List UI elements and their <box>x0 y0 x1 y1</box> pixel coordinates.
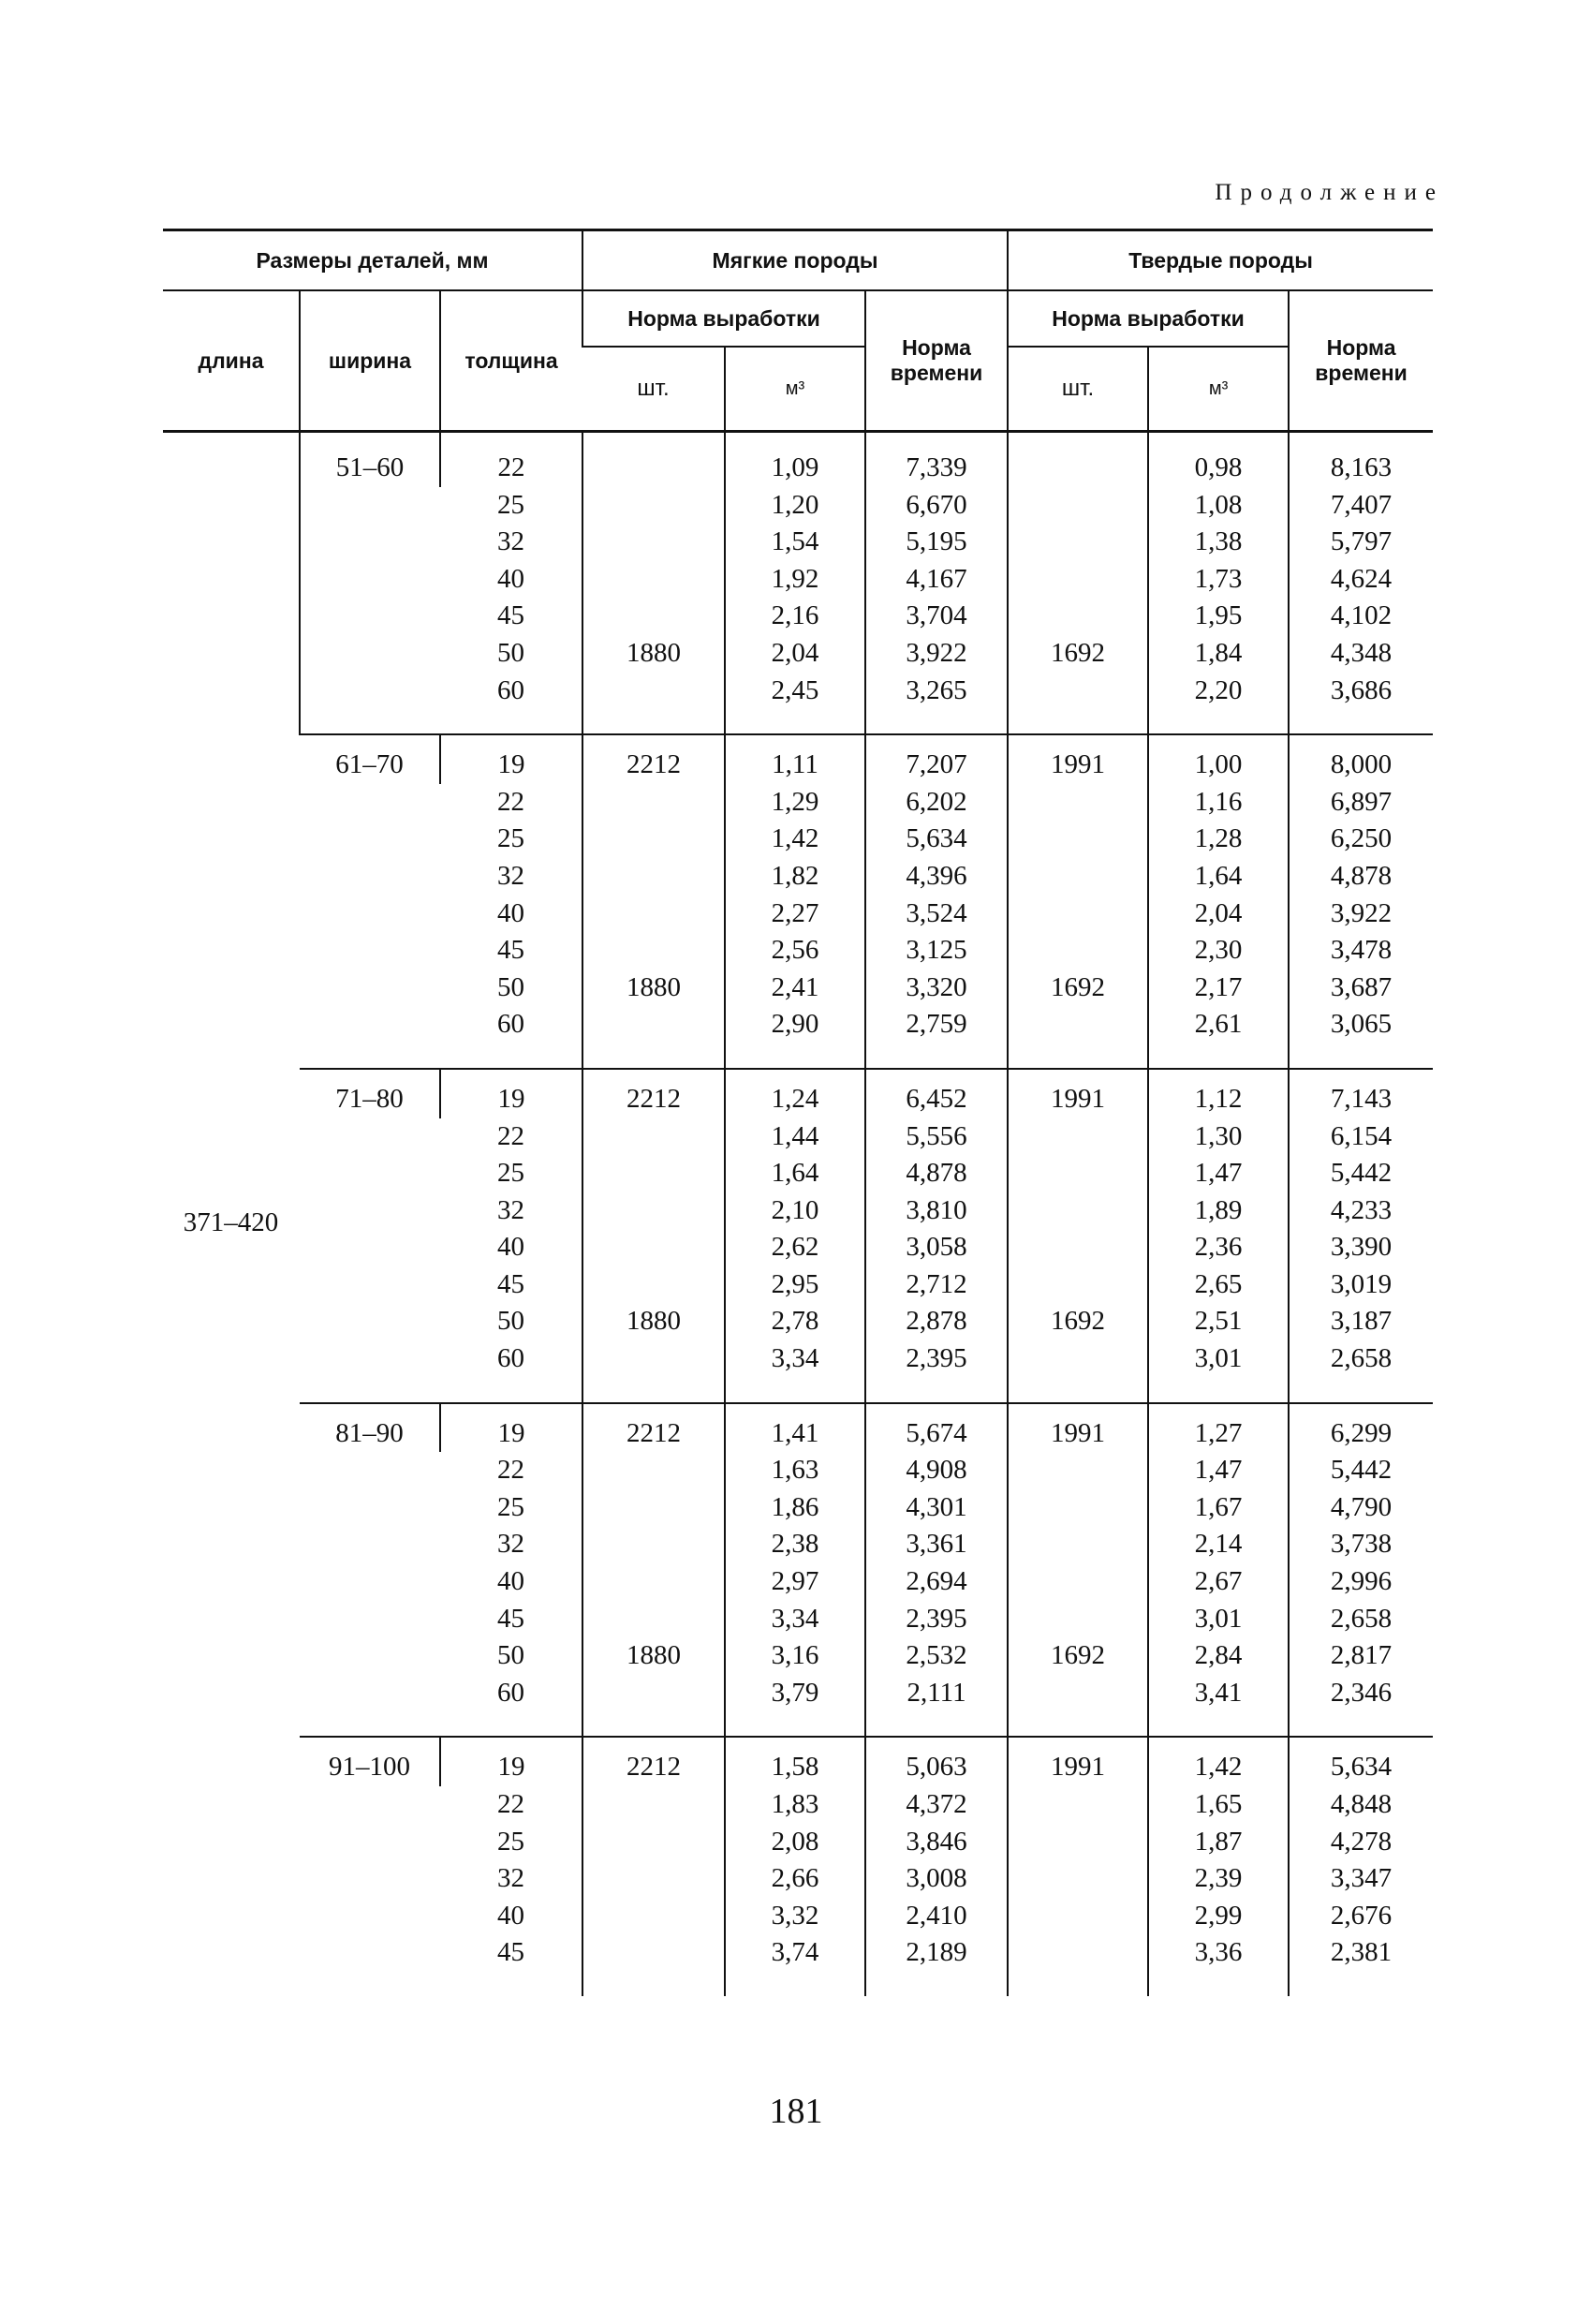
hard-time-cell: 4,102 <box>1289 598 1433 635</box>
soft-pcs-cell <box>582 432 725 487</box>
thickness-cell: 60 <box>497 1009 524 1040</box>
soft-time-cell: 2,694 <box>865 1563 1008 1601</box>
soft-pcs-cell <box>582 487 725 525</box>
hard-pcs-cell <box>1008 932 1148 970</box>
hard-m3-cell: 2,61 <box>1148 1006 1289 1069</box>
hard-m3-cell: 1,87 <box>1148 1824 1289 1861</box>
soft-m3-cell: 1,64 <box>725 1155 865 1192</box>
hard-time-cell: 3,019 <box>1289 1266 1433 1304</box>
thickness-cell: 40 <box>497 1900 524 1931</box>
soft-m3-cell: 2,08 <box>725 1824 865 1861</box>
hard-pcs-cell: 1692 <box>1008 970 1148 1007</box>
hard-m3-cell: 2,65 <box>1148 1266 1289 1304</box>
soft-time-cell: 3,361 <box>865 1526 1008 1563</box>
table-row <box>163 432 1433 487</box>
hard-m3-cell: 1,28 <box>1148 821 1289 858</box>
thickness-cell: 45 <box>497 1268 524 1299</box>
hard-pcs-cell: 1991 <box>1008 734 1148 784</box>
soft-time-cell: 2,532 <box>865 1637 1008 1675</box>
thickness-cell: 60 <box>497 1343 524 1374</box>
hard-pcs-cell <box>1008 1563 1148 1601</box>
hard-time-cell: 5,634 <box>1289 1737 1433 1786</box>
hard-m3-cell: 2,30 <box>1148 932 1289 970</box>
hard-m3-cell: 1,47 <box>1148 1155 1289 1192</box>
hard-pcs-cell <box>1008 1229 1148 1266</box>
thickness-cell: 50 <box>497 971 524 1002</box>
soft-time-cell: 5,556 <box>865 1118 1008 1156</box>
thickness-cell: 25 <box>497 1826 524 1857</box>
soft-time-cell: 4,167 <box>865 561 1008 599</box>
thickness-cell: 50 <box>497 1306 524 1337</box>
soft-pcs-cell: 2212 <box>582 1737 725 1786</box>
soft-m3-cell: 2,41 <box>725 970 865 1007</box>
soft-time-cell: 5,063 <box>865 1737 1008 1786</box>
soft-m3-cell: 1,86 <box>725 1489 865 1527</box>
header-width: ширина <box>300 290 440 432</box>
hard-time-cell: 2,658 <box>1289 1601 1433 1638</box>
hard-m3-cell: 1,47 <box>1148 1452 1289 1489</box>
header-time-norm-soft: Норма времени <box>865 290 1008 432</box>
hard-time-cell: 4,233 <box>1289 1192 1433 1230</box>
soft-time-cell: 2,759 <box>865 1006 1008 1069</box>
soft-time-cell: 2,189 <box>865 1934 1008 1996</box>
thickness-cell: 60 <box>497 674 524 705</box>
length-cell: 371–420 <box>183 1206 279 1237</box>
soft-m3-cell: 3,79 <box>725 1675 865 1738</box>
hard-time-cell: 3,922 <box>1289 896 1433 933</box>
hard-pcs-cell: 1991 <box>1008 1069 1148 1118</box>
soft-m3-cell: 2,27 <box>725 896 865 933</box>
thickness-cell: 19 <box>440 734 582 784</box>
hard-pcs-cell <box>1008 1452 1148 1489</box>
soft-pcs-cell <box>582 1675 725 1738</box>
thickness-cell: 45 <box>497 600 524 631</box>
soft-m3-cell: 2,45 <box>725 673 865 735</box>
thickness-cell: 22 <box>497 786 524 817</box>
soft-m3-cell: 1,63 <box>725 1452 865 1489</box>
soft-pcs-cell <box>582 1006 725 1069</box>
hard-pcs-cell <box>1008 673 1148 735</box>
hard-pcs-cell: 1991 <box>1008 1403 1148 1453</box>
soft-time-cell: 5,634 <box>865 821 1008 858</box>
soft-pcs-cell <box>582 1934 725 1996</box>
soft-time-cell: 5,195 <box>865 524 1008 561</box>
soft-m3-cell: 1,24 <box>725 1069 865 1118</box>
norm-table <box>163 229 1433 1996</box>
hard-m3-cell: 0,98 <box>1148 432 1289 487</box>
hard-pcs-cell: 1692 <box>1008 635 1148 673</box>
hard-m3-cell: 1,95 <box>1148 598 1289 635</box>
thickness-cell: 45 <box>497 1937 524 1968</box>
hard-m3-cell: 1,84 <box>1148 635 1289 673</box>
soft-m3-cell: 1,09 <box>725 432 865 487</box>
hard-m3-cell: 3,01 <box>1148 1601 1289 1638</box>
header-thickness: толщина <box>440 290 582 432</box>
hard-m3-cell: 1,64 <box>1148 858 1289 896</box>
soft-pcs-cell <box>582 932 725 970</box>
thickness-cell: 25 <box>497 1491 524 1522</box>
hard-time-cell: 2,676 <box>1289 1898 1433 1935</box>
soft-pcs-cell <box>582 1192 725 1230</box>
soft-pcs-cell <box>582 1898 725 1935</box>
soft-pcs-cell <box>582 896 725 933</box>
header-length: длина <box>163 290 300 432</box>
hard-pcs-cell <box>1008 1824 1148 1861</box>
soft-time-cell: 3,810 <box>865 1192 1008 1230</box>
soft-pcs-cell <box>582 673 725 735</box>
soft-pcs-cell <box>582 1340 725 1403</box>
table-row <box>163 1737 1433 1786</box>
soft-pcs-cell: 2212 <box>582 1403 725 1453</box>
hard-time-cell: 3,065 <box>1289 1006 1433 1069</box>
thickness-cell: 32 <box>497 860 524 891</box>
thickness-cell: 25 <box>497 823 524 854</box>
soft-m3-cell: 3,74 <box>725 1934 865 1996</box>
hard-time-cell: 5,442 <box>1289 1452 1433 1489</box>
hard-m3-cell: 2,51 <box>1148 1303 1289 1340</box>
hard-m3-cell: 2,67 <box>1148 1563 1289 1601</box>
soft-time-cell: 2,111 <box>865 1675 1008 1738</box>
hard-pcs-cell <box>1008 432 1148 487</box>
thickness-cell: 25 <box>497 1158 524 1189</box>
thickness-cell: 22 <box>440 432 582 487</box>
soft-m3-cell: 3,32 <box>725 1898 865 1935</box>
soft-time-cell: 2,878 <box>865 1303 1008 1340</box>
soft-pcs-cell <box>582 1860 725 1898</box>
soft-pcs-cell: 1880 <box>582 970 725 1007</box>
thickness-cell: 32 <box>497 1863 524 1894</box>
hard-m3-cell: 1,42 <box>1148 1737 1289 1786</box>
soft-pcs-cell <box>582 1824 725 1861</box>
soft-m3-cell: 2,97 <box>725 1563 865 1601</box>
soft-pcs-cell <box>582 784 725 822</box>
hard-m3-cell: 1,00 <box>1148 734 1289 784</box>
soft-m3-cell: 2,56 <box>725 932 865 970</box>
hard-pcs-cell <box>1008 1601 1148 1638</box>
table-row <box>163 1403 1433 1453</box>
hard-m3-cell: 3,41 <box>1148 1675 1289 1738</box>
soft-pcs-cell <box>582 858 725 896</box>
soft-pcs-cell <box>582 1266 725 1304</box>
soft-m3-cell: 2,78 <box>725 1303 865 1340</box>
soft-pcs-cell <box>582 598 725 635</box>
hard-pcs-cell <box>1008 598 1148 635</box>
soft-time-cell: 6,452 <box>865 1069 1008 1118</box>
soft-pcs-cell <box>582 821 725 858</box>
hard-m3-cell: 1,65 <box>1148 1786 1289 1824</box>
soft-m3-cell: 1,58 <box>725 1737 865 1786</box>
soft-pcs-cell <box>582 1452 725 1489</box>
soft-time-cell: 4,396 <box>865 858 1008 896</box>
thickness-cell: 50 <box>497 1640 524 1671</box>
soft-time-cell: 4,301 <box>865 1489 1008 1527</box>
soft-m3-cell: 2,90 <box>725 1006 865 1069</box>
hard-m3-cell: 3,01 <box>1148 1340 1289 1403</box>
hard-pcs-cell <box>1008 896 1148 933</box>
soft-m3-cell: 3,34 <box>725 1601 865 1638</box>
soft-m3-cell: 1,29 <box>725 784 865 822</box>
hard-pcs-cell <box>1008 1526 1148 1563</box>
hard-pcs-cell <box>1008 1266 1148 1304</box>
header-soft-species: Мягкие породы <box>582 230 1008 291</box>
hard-time-cell: 2,996 <box>1289 1563 1433 1601</box>
soft-m3-cell: 3,16 <box>725 1637 865 1675</box>
soft-time-cell: 3,058 <box>865 1229 1008 1266</box>
thickness-cell: 22 <box>497 1455 524 1486</box>
soft-pcs-cell: 1880 <box>582 1303 725 1340</box>
hard-m3-cell: 1,67 <box>1148 1489 1289 1527</box>
hard-pcs-cell <box>1008 1898 1148 1935</box>
width-cell: 71–80 <box>300 1069 440 1403</box>
width-cell: 51–60 <box>300 432 440 735</box>
soft-pcs-cell <box>582 1786 725 1824</box>
soft-pcs-cell <box>582 1155 725 1192</box>
thickness-cell: 32 <box>497 1529 524 1560</box>
soft-time-cell: 3,704 <box>865 598 1008 635</box>
hard-pcs-cell <box>1008 858 1148 896</box>
soft-pcs-cell <box>582 1563 725 1601</box>
soft-time-cell: 3,320 <box>865 970 1008 1007</box>
soft-pcs-cell <box>582 524 725 561</box>
hard-time-cell: 4,848 <box>1289 1786 1433 1824</box>
soft-m3-cell: 1,42 <box>725 821 865 858</box>
hard-time-cell: 4,790 <box>1289 1489 1433 1527</box>
thickness-cell: 40 <box>497 897 524 928</box>
header-m3-soft: м³ <box>725 347 865 432</box>
soft-time-cell: 3,125 <box>865 932 1008 970</box>
hard-time-cell: 5,442 <box>1289 1155 1433 1192</box>
hard-time-cell: 3,687 <box>1289 970 1433 1007</box>
thickness-cell: 22 <box>497 1789 524 1819</box>
soft-m3-cell: 1,83 <box>725 1786 865 1824</box>
thickness-cell: 19 <box>440 1737 582 1786</box>
header-output-norm-soft: Норма выработки <box>582 290 865 347</box>
soft-time-cell: 3,846 <box>865 1824 1008 1861</box>
hard-pcs-cell <box>1008 821 1148 858</box>
soft-time-cell: 3,008 <box>865 1860 1008 1898</box>
header-hard-species: Твердые породы <box>1008 230 1433 291</box>
soft-m3-cell: 2,38 <box>725 1526 865 1563</box>
hard-m3-cell: 2,36 <box>1148 1229 1289 1266</box>
hard-m3-cell: 2,14 <box>1148 1526 1289 1563</box>
hard-pcs-cell <box>1008 1155 1148 1192</box>
soft-time-cell: 3,524 <box>865 896 1008 933</box>
hard-pcs-cell <box>1008 1118 1148 1156</box>
thickness-cell: 22 <box>497 1120 524 1151</box>
hard-time-cell: 8,163 <box>1289 432 1433 487</box>
thickness-cell: 45 <box>497 1603 524 1634</box>
hard-pcs-cell <box>1008 1340 1148 1403</box>
soft-m3-cell: 2,16 <box>725 598 865 635</box>
hard-pcs-cell <box>1008 487 1148 525</box>
soft-m3-cell: 1,54 <box>725 524 865 561</box>
soft-time-cell: 6,670 <box>865 487 1008 525</box>
soft-m3-cell: 1,82 <box>725 858 865 896</box>
table-row <box>163 734 1433 784</box>
soft-pcs-cell <box>582 1601 725 1638</box>
hard-pcs-cell <box>1008 561 1148 599</box>
thickness-cell: 45 <box>497 935 524 966</box>
thickness-cell: 40 <box>497 563 524 594</box>
thickness-cell: 32 <box>497 1194 524 1225</box>
hard-time-cell: 2,346 <box>1289 1675 1433 1738</box>
soft-time-cell: 2,712 <box>865 1266 1008 1304</box>
hard-time-cell: 2,817 <box>1289 1637 1433 1675</box>
continuation-label: Продолжение <box>1215 180 1444 205</box>
hard-m3-cell: 1,89 <box>1148 1192 1289 1230</box>
header-pcs-soft: шт. <box>582 347 725 432</box>
soft-time-cell: 2,410 <box>865 1898 1008 1935</box>
hard-m3-cell: 1,16 <box>1148 784 1289 822</box>
hard-time-cell: 6,897 <box>1289 784 1433 822</box>
soft-m3-cell: 1,44 <box>725 1118 865 1156</box>
soft-time-cell: 4,372 <box>865 1786 1008 1824</box>
soft-pcs-cell: 1880 <box>582 635 725 673</box>
soft-pcs-cell <box>582 1118 725 1156</box>
soft-time-cell: 2,395 <box>865 1601 1008 1638</box>
hard-time-cell: 6,154 <box>1289 1118 1433 1156</box>
hard-pcs-cell <box>1008 1860 1148 1898</box>
width-cell: 91–100 <box>300 1737 440 1996</box>
hard-time-cell: 2,381 <box>1289 1934 1433 1996</box>
hard-time-cell: 3,347 <box>1289 1860 1433 1898</box>
table-header <box>163 230 1433 432</box>
hard-pcs-cell <box>1008 1786 1148 1824</box>
hard-pcs-cell <box>1008 1934 1148 1996</box>
soft-time-cell: 2,395 <box>865 1340 1008 1403</box>
soft-pcs-cell <box>582 561 725 599</box>
soft-pcs-cell: 1880 <box>582 1637 725 1675</box>
header-time-norm-hard: Норма времени <box>1289 290 1433 432</box>
hard-pcs-cell <box>1008 1192 1148 1230</box>
hard-pcs-cell <box>1008 1675 1148 1738</box>
header-output-norm-hard: Норма выработки <box>1008 290 1289 347</box>
table-body <box>163 432 1433 1996</box>
thickness-cell: 60 <box>497 1677 524 1708</box>
soft-pcs-cell: 2212 <box>582 1069 725 1118</box>
soft-m3-cell: 2,62 <box>725 1229 865 1266</box>
thickness-cell: 19 <box>440 1403 582 1453</box>
thickness-cell: 50 <box>497 637 524 668</box>
hard-time-cell: 4,624 <box>1289 561 1433 599</box>
soft-time-cell: 5,674 <box>865 1403 1008 1453</box>
soft-m3-cell: 2,95 <box>725 1266 865 1304</box>
soft-m3-cell: 1,41 <box>725 1403 865 1453</box>
hard-time-cell: 3,187 <box>1289 1303 1433 1340</box>
hard-m3-cell: 1,30 <box>1148 1118 1289 1156</box>
hard-time-cell: 4,348 <box>1289 635 1433 673</box>
hard-m3-cell: 2,84 <box>1148 1637 1289 1675</box>
hard-time-cell: 5,797 <box>1289 524 1433 561</box>
soft-time-cell: 3,922 <box>865 635 1008 673</box>
hard-time-cell: 7,407 <box>1289 487 1433 525</box>
soft-time-cell: 4,908 <box>865 1452 1008 1489</box>
hard-pcs-cell: 1991 <box>1008 1737 1148 1786</box>
hard-m3-cell: 3,36 <box>1148 1934 1289 1996</box>
hard-pcs-cell: 1692 <box>1008 1637 1148 1675</box>
hard-m3-cell: 2,39 <box>1148 1860 1289 1898</box>
hard-m3-cell: 2,04 <box>1148 896 1289 933</box>
width-cell: 61–70 <box>300 734 440 1069</box>
soft-m3-cell: 2,66 <box>725 1860 865 1898</box>
hard-m3-cell: 2,17 <box>1148 970 1289 1007</box>
hard-m3-cell: 1,73 <box>1148 561 1289 599</box>
hard-m3-cell: 2,99 <box>1148 1898 1289 1935</box>
hard-m3-cell: 1,38 <box>1148 524 1289 561</box>
soft-m3-cell: 2,04 <box>725 635 865 673</box>
thickness-cell: 25 <box>497 489 524 520</box>
hard-time-cell: 4,878 <box>1289 858 1433 896</box>
width-cell: 81–90 <box>300 1403 440 1738</box>
hard-pcs-cell <box>1008 784 1148 822</box>
hard-m3-cell: 1,12 <box>1148 1069 1289 1118</box>
hard-time-cell: 4,278 <box>1289 1824 1433 1861</box>
soft-pcs-cell <box>582 1229 725 1266</box>
header-m3-hard: м³ <box>1148 347 1289 432</box>
hard-m3-cell: 1,27 <box>1148 1403 1289 1453</box>
hard-pcs-cell <box>1008 1006 1148 1069</box>
hard-m3-cell: 2,20 <box>1148 673 1289 735</box>
hard-pcs-cell <box>1008 1489 1148 1527</box>
thickness-cell: 19 <box>440 1069 582 1118</box>
soft-time-cell: 7,207 <box>865 734 1008 784</box>
thickness-cell: 32 <box>497 526 524 557</box>
hard-time-cell: 8,000 <box>1289 734 1433 784</box>
hard-m3-cell: 1,08 <box>1148 487 1289 525</box>
soft-time-cell: 7,339 <box>865 432 1008 487</box>
hard-pcs-cell <box>1008 524 1148 561</box>
header-pcs-hard: шт. <box>1008 347 1148 432</box>
soft-m3-cell: 3,34 <box>725 1340 865 1403</box>
soft-time-cell: 6,202 <box>865 784 1008 822</box>
soft-pcs-cell: 2212 <box>582 734 725 784</box>
table-row <box>163 1069 1433 1118</box>
hard-pcs-cell: 1692 <box>1008 1303 1148 1340</box>
hard-time-cell: 6,250 <box>1289 821 1433 858</box>
hard-time-cell: 3,738 <box>1289 1526 1433 1563</box>
header-sizes: Размеры деталей, мм <box>163 230 582 291</box>
soft-time-cell: 4,878 <box>865 1155 1008 1192</box>
thickness-cell: 40 <box>497 1232 524 1263</box>
soft-time-cell: 3,265 <box>865 673 1008 735</box>
soft-m3-cell: 1,92 <box>725 561 865 599</box>
page-number: 181 <box>769 2092 823 2131</box>
soft-m3-cell: 1,20 <box>725 487 865 525</box>
soft-m3-cell: 2,10 <box>725 1192 865 1230</box>
hard-time-cell: 3,390 <box>1289 1229 1433 1266</box>
thickness-cell: 40 <box>497 1566 524 1597</box>
hard-time-cell: 6,299 <box>1289 1403 1433 1453</box>
hard-time-cell: 3,686 <box>1289 673 1433 735</box>
soft-m3-cell: 1,11 <box>725 734 865 784</box>
hard-time-cell: 2,658 <box>1289 1340 1433 1403</box>
soft-pcs-cell <box>582 1489 725 1527</box>
hard-time-cell: 3,478 <box>1289 932 1433 970</box>
hard-time-cell: 7,143 <box>1289 1069 1433 1118</box>
soft-pcs-cell <box>582 1526 725 1563</box>
